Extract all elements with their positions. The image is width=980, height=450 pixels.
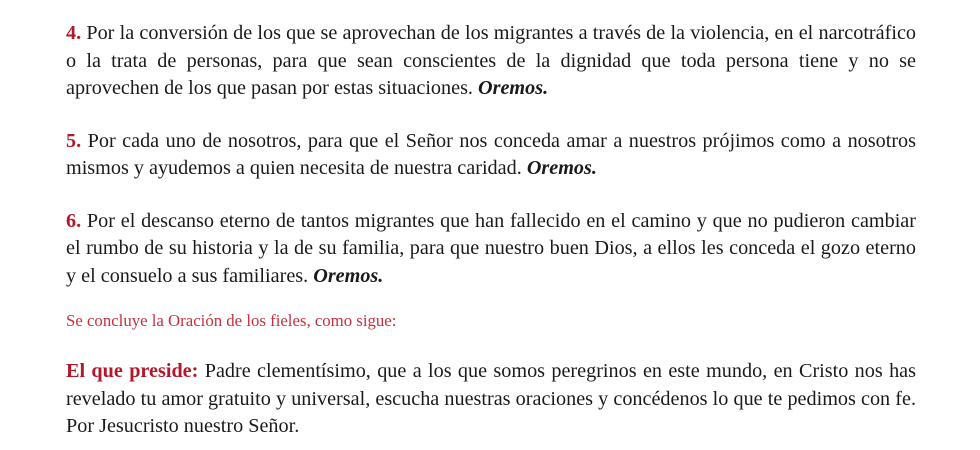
intention-number: 6.: [66, 209, 82, 232]
presider-label: El que preside:: [66, 360, 199, 382]
intention-5: [66, 128, 916, 183]
document-page: [66, 20, 916, 441]
rubric-instruction: Se concluye la Oración de los fieles, como sigue:: [66, 311, 397, 330]
presider-text: Padre clementísimo, que a los que somos peregrinos en este mundo, en Cristo nos has revelado tu amor gratuito y universal, escucha nuestras oraciones y concédenos lo que te pedimos con fe. Por Jesucristo nuestro Señor.: [66, 360, 916, 437]
intention-text: Por el descanso eterno de tantos migrantes que han fallecido en el camino y que no pudieron cambiar el rumbo de su historia y la de su familia, para que nuestro buen Dios, a ellos les conceda el gozo eterno y el consuelo a sus familiares.: [66, 209, 916, 287]
oremos-response: Oremos.: [526, 157, 597, 179]
intention-6: [66, 208, 916, 291]
intention-text: Por la conversión de los que se aprovechan de los migrantes a través de la violencia, en el narcotráfico o la trata de personas, para que sean conscientes de la dignidad que toda persona tiene y no se aprovechen de los que pasan por estas situaciones.: [66, 22, 916, 99]
oremos-response: Oremos.: [478, 77, 549, 99]
intention-number: 4.: [66, 22, 82, 44]
intention-4: [66, 20, 916, 103]
intention-text: Por cada uno de nosotros, para que el Señor nos conceda amar a nuestros prójimos como a nosotros mismos y ayudemos a quien necesita de nuestra caridad.: [66, 129, 916, 179]
oremos-response: Oremos.: [313, 264, 384, 287]
presider-prayer: [66, 358, 916, 441]
intention-number: 5.: [66, 129, 82, 152]
